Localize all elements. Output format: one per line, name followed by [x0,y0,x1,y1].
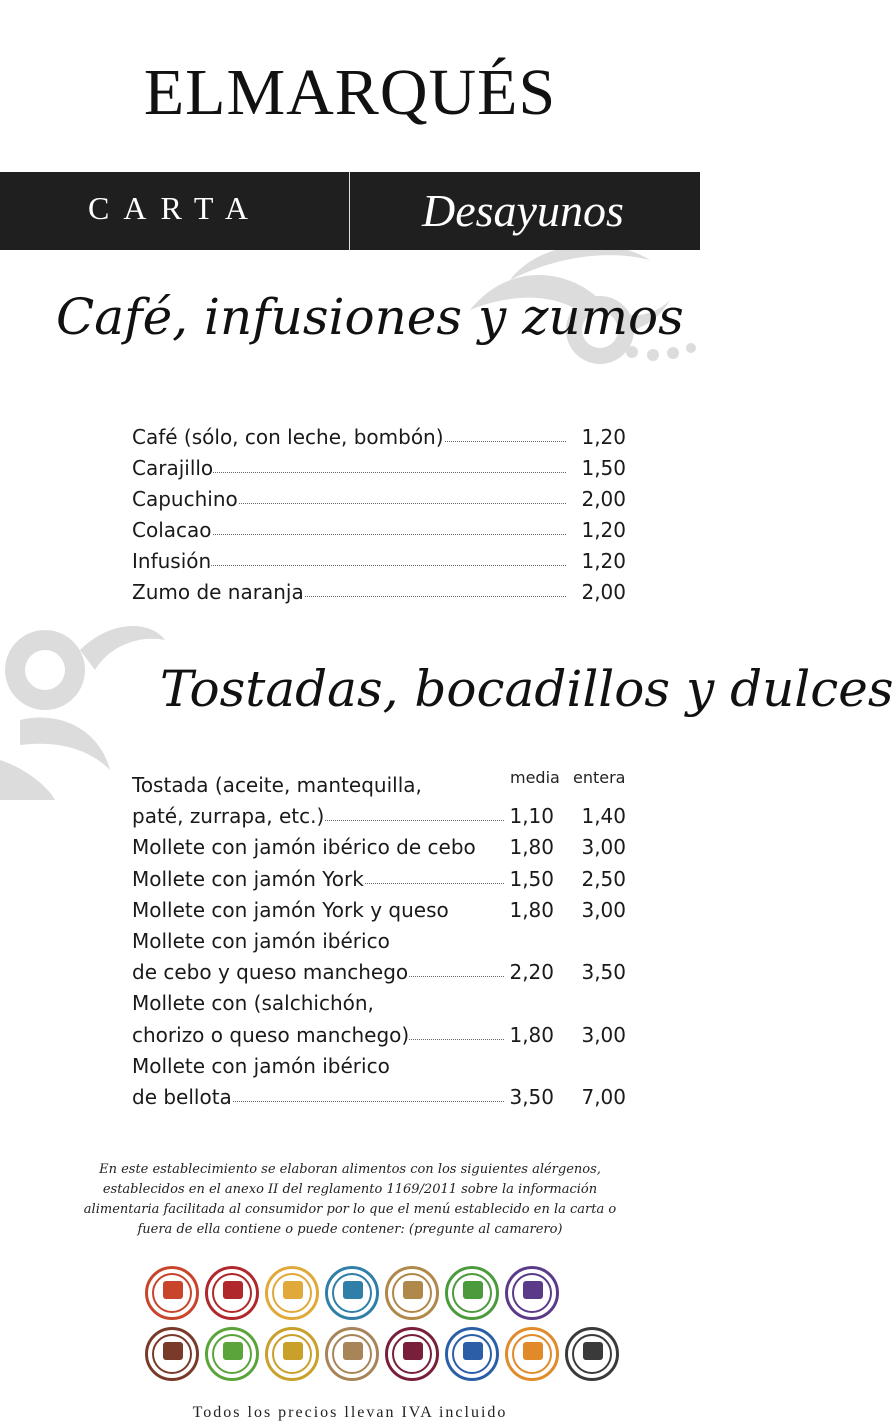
price-media: 1,80 [509,1023,554,1047]
logo-text: ELMARQUÉS [143,56,557,129]
column-header-media: media [510,768,560,787]
menu-item-line [132,1020,626,1050]
allergen-icon [565,1327,619,1381]
menu-item-line [132,895,626,925]
allergen-notice-line: establecidos en el anexo II del reglamento 1169/2011 sobre la información [102,1182,598,1197]
section-title-tostadas: Tostadas, bocadillos y dulces [160,660,894,718]
banner-carta-label: CARTA [88,190,262,226]
menu-item [132,484,626,514]
item-name: Mollete con jamón ibérico [132,926,390,956]
allergen-notice-line: En este establecimiento se elaboran alimentos con los siguientes alérgenos, [99,1162,601,1177]
eggs-icon [265,1266,319,1320]
item-name: Capuchino [132,484,238,514]
menu-item [132,515,626,545]
price-media: 1,50 [509,867,554,891]
item-name: Mollete con jamón ibérico de cebo [132,832,476,862]
price-media: 2,20 [509,960,554,984]
item-name: Colacao [132,515,212,545]
item-name: Infusión [132,546,211,576]
vat-footer: Todos los precios llevan IVA incluido [192,1404,508,1421]
banner-divider [349,172,350,250]
fish-icon [325,1266,379,1320]
item-name: Mollete con (salchichón, [132,988,374,1018]
item-price: 1,20 [581,425,626,449]
menu-item [132,422,626,452]
crustaceans-icon [205,1266,259,1320]
item-name: paté, zurrapa, etc.) [132,801,324,831]
peanuts-icon [385,1266,439,1320]
price-entera: 3,00 [581,898,626,922]
menu-item-line [132,957,626,987]
mustard-icon [265,1327,319,1381]
menu-item [132,453,626,483]
milk-icon [505,1266,559,1320]
menu-item-line [132,832,626,862]
brand-logo [0,55,700,131]
allergen-notice-line: fuera de ella contiene o puede contener: (pregunte al camarero) [137,1222,563,1237]
menu-banner [0,172,700,250]
price-entera: 1,40 [581,804,626,828]
price-entera: 3,00 [581,1023,626,1047]
menu-item [132,577,626,607]
item-name: Carajillo [132,453,213,483]
column-header-entera: entera [573,768,626,787]
menu-item-line [132,926,626,956]
item-name: de cebo y queso manchego [132,957,408,987]
celery-icon [205,1327,259,1381]
item-name: de bellota [132,1082,232,1112]
allergen-notice [70,1160,630,1240]
item-price: 1,20 [581,549,626,573]
item-name: Café (sólo, con leche, bombón) [132,422,444,452]
menu-item-line [132,864,626,894]
price-entera: 3,00 [581,835,626,859]
item-price: 1,50 [581,456,626,480]
price-entera: 2,50 [581,867,626,891]
item-price: 1,20 [581,518,626,542]
price-entera: 3,50 [581,960,626,984]
sesame-icon [325,1327,379,1381]
item-name: chorizo o queso manchego) [132,1020,409,1050]
allergen-notice-line: alimentaria facilitada al consumidor por lo que el menú establecido en la carta o [83,1202,617,1217]
item-name: Mollete con jamón ibérico [132,1051,390,1081]
price-media: 1,80 [509,835,554,859]
soy-icon [445,1266,499,1320]
item-price: 2,00 [581,487,626,511]
menu-item-line [132,770,626,800]
menu-item [132,546,626,576]
price-entera: 7,00 [581,1085,626,1109]
menu-item-line [132,1051,626,1081]
item-name: Zumo de naranja [132,577,304,607]
lupin-icon [445,1327,499,1381]
price-media: 1,80 [509,898,554,922]
item-name: Tostada (aceite, mantequilla, [132,770,422,800]
gluten-icon [145,1266,199,1320]
molluscs-icon [505,1327,559,1381]
menu-item-line [132,1082,626,1112]
item-name: Mollete con jamón York [132,864,364,894]
price-media: 1,10 [509,804,554,828]
sulphites-icon [385,1327,439,1381]
item-name: Mollete con jamón York y queso [132,895,449,925]
item-price: 2,00 [581,580,626,604]
banner-desayunos-label: Desayunos [422,185,624,236]
menu-item-line [132,801,626,831]
price-media: 3,50 [509,1085,554,1109]
menu-item-line [132,988,626,1018]
nuts-icon [145,1327,199,1381]
section-title-cafe: Café, infusiones y zumos [56,288,684,346]
